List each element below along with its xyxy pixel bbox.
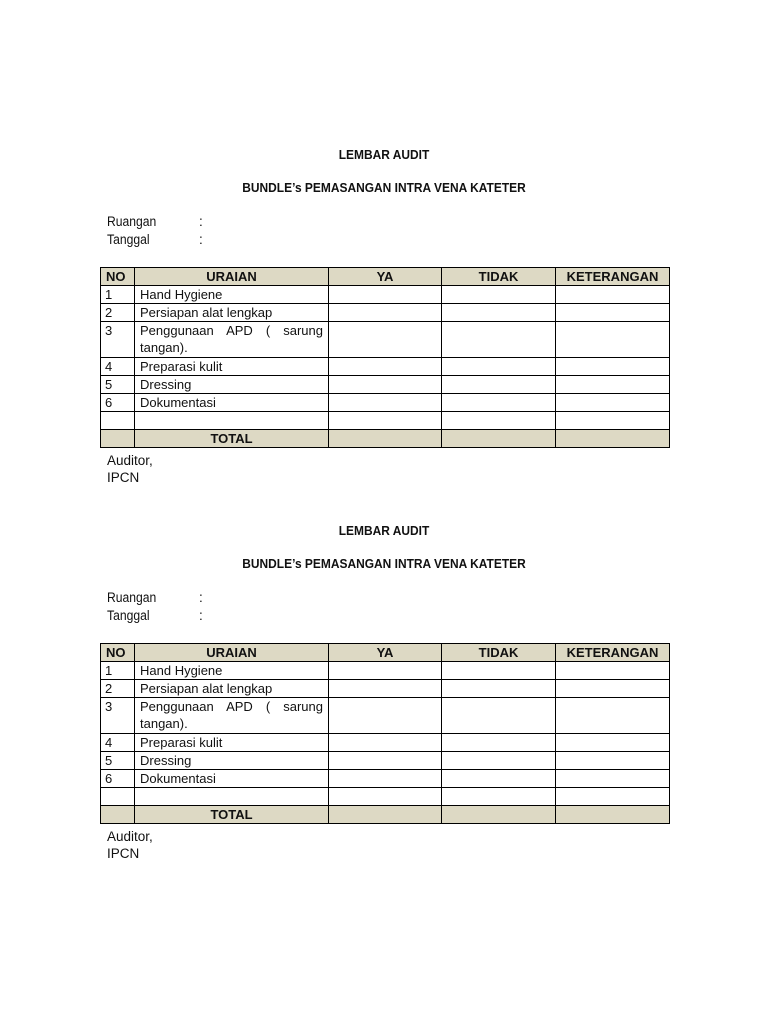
row-item: Hand Hygiene (135, 662, 329, 680)
cell-tidak[interactable] (442, 752, 556, 770)
cell-keterangan[interactable] (556, 304, 670, 322)
audit-table (100, 267, 670, 448)
cell-keterangan[interactable] (556, 358, 670, 376)
total-tidak[interactable] (442, 806, 556, 824)
cell-tidak[interactable] (442, 680, 556, 698)
table-row (101, 376, 670, 394)
header-uraian: URAIAN (135, 644, 329, 662)
table-row (101, 734, 670, 752)
total-label: TOTAL (135, 430, 329, 448)
row-item (135, 788, 329, 806)
signature-ipcn: IPCN (107, 470, 140, 485)
total-ya[interactable] (329, 806, 442, 824)
field-label: Tanggal (107, 608, 150, 623)
row-number: 5 (101, 752, 135, 770)
table-row-empty (101, 788, 670, 806)
row-item: Penggunaan APD ( sarung tangan). (135, 698, 329, 734)
cell-keterangan[interactable] (556, 734, 670, 752)
table-row-empty (101, 412, 670, 430)
cell-tidak[interactable] (442, 788, 556, 806)
cell-tidak[interactable] (442, 376, 556, 394)
cell-keterangan[interactable] (556, 770, 670, 788)
cell-tidak[interactable] (442, 770, 556, 788)
row-number (101, 412, 135, 430)
cell-ya[interactable] (329, 358, 442, 376)
total-ya[interactable] (329, 430, 442, 448)
field-label: Ruangan (107, 214, 157, 229)
table-row (101, 662, 670, 680)
table-row (101, 770, 670, 788)
row-item (135, 412, 329, 430)
header-uraian: URAIAN (135, 268, 329, 286)
cell-ya[interactable] (329, 662, 442, 680)
field-separator: : (199, 590, 203, 605)
cell-ya[interactable] (329, 788, 442, 806)
table-row (101, 322, 670, 358)
row-number (101, 788, 135, 806)
total-tidak[interactable] (442, 430, 556, 448)
row-number: 6 (101, 394, 135, 412)
header-ya: YA (329, 268, 442, 286)
cell-keterangan[interactable] (556, 662, 670, 680)
table-row (101, 286, 670, 304)
audit-table (100, 643, 670, 824)
cell-ya[interactable] (329, 752, 442, 770)
table-row (101, 394, 670, 412)
field-separator: : (199, 232, 203, 247)
field-label: Tanggal (107, 232, 150, 247)
table-header-row (101, 268, 670, 286)
cell-tidak[interactable] (442, 662, 556, 680)
field-separator: : (199, 608, 203, 623)
signature-auditor: Auditor, (107, 453, 153, 468)
cell-keterangan[interactable] (556, 412, 670, 430)
cell-ya[interactable] (329, 734, 442, 752)
field-label: Ruangan (107, 590, 157, 605)
row-item: Dokumentasi (135, 770, 329, 788)
total-row (101, 430, 670, 448)
header-no: NO (101, 644, 135, 662)
row-item: Persiapan alat lengkap (135, 680, 329, 698)
cell-keterangan[interactable] (556, 376, 670, 394)
cell-tidak[interactable] (442, 286, 556, 304)
cell-ya[interactable] (329, 412, 442, 430)
cell-ya[interactable] (329, 376, 442, 394)
cell-tidak[interactable] (442, 304, 556, 322)
row-item: Hand Hygiene (135, 286, 329, 304)
cell-keterangan[interactable] (556, 788, 670, 806)
total-no-cell (101, 806, 135, 824)
cell-ya[interactable] (329, 698, 442, 734)
cell-tidak[interactable] (442, 322, 556, 358)
table-row (101, 358, 670, 376)
table-row (101, 752, 670, 770)
row-item: Persiapan alat lengkap (135, 304, 329, 322)
row-number: 2 (101, 304, 135, 322)
total-label: TOTAL (135, 806, 329, 824)
row-number: 4 (101, 358, 135, 376)
table-row (101, 680, 670, 698)
header-keterangan: KETERANGAN (556, 644, 670, 662)
cell-keterangan[interactable] (556, 286, 670, 304)
cell-ya[interactable] (329, 770, 442, 788)
row-number: 2 (101, 680, 135, 698)
table-row (101, 304, 670, 322)
field-tanggal (107, 608, 203, 623)
total-row (101, 806, 670, 824)
cell-tidak[interactable] (442, 698, 556, 734)
cell-ya[interactable] (329, 322, 442, 358)
row-item: Dressing (135, 376, 329, 394)
row-item: Preparasi kulit (135, 358, 329, 376)
cell-tidak[interactable] (442, 412, 556, 430)
table-header-row (101, 644, 670, 662)
header-tidak: TIDAK (442, 644, 556, 662)
row-number: 1 (101, 662, 135, 680)
row-number: 4 (101, 734, 135, 752)
signature-auditor: Auditor, (107, 829, 153, 844)
form-subtitle: BUNDLE’s PEMASANGAN INTRA VENA KATETER (242, 556, 526, 571)
row-item: Dressing (135, 752, 329, 770)
cell-keterangan[interactable] (556, 680, 670, 698)
cell-keterangan[interactable] (556, 752, 670, 770)
table-row (101, 698, 670, 734)
form-title: LEMBAR AUDIT (338, 523, 430, 538)
cell-tidak[interactable] (442, 358, 556, 376)
row-number: 6 (101, 770, 135, 788)
signature-ipcn: IPCN (107, 846, 140, 861)
cell-ya[interactable] (329, 304, 442, 322)
row-number: 3 (101, 322, 135, 358)
header-keterangan: KETERANGAN (556, 268, 670, 286)
cell-keterangan[interactable] (556, 322, 670, 358)
row-number: 3 (101, 698, 135, 734)
header-ya: YA (329, 644, 442, 662)
cell-tidak[interactable] (442, 734, 556, 752)
row-item: Penggunaan APD ( sarung tangan). (135, 322, 329, 358)
row-item: Dokumentasi (135, 394, 329, 412)
total-keterangan[interactable] (556, 430, 670, 448)
cell-ya[interactable] (329, 394, 442, 412)
field-tanggal (107, 232, 203, 247)
cell-keterangan[interactable] (556, 698, 670, 734)
row-number: 5 (101, 376, 135, 394)
cell-ya[interactable] (329, 680, 442, 698)
field-ruangan (107, 214, 203, 229)
total-no-cell (101, 430, 135, 448)
total-keterangan[interactable] (556, 806, 670, 824)
field-separator: : (199, 214, 203, 229)
header-tidak: TIDAK (442, 268, 556, 286)
header-no: NO (101, 268, 135, 286)
row-number: 1 (101, 286, 135, 304)
row-item: Preparasi kulit (135, 734, 329, 752)
cell-ya[interactable] (329, 286, 442, 304)
field-ruangan (107, 590, 203, 605)
cell-tidak[interactable] (442, 394, 556, 412)
form-title: LEMBAR AUDIT (338, 147, 430, 162)
form-subtitle: BUNDLE’s PEMASANGAN INTRA VENA KATETER (242, 180, 526, 195)
cell-keterangan[interactable] (556, 394, 670, 412)
